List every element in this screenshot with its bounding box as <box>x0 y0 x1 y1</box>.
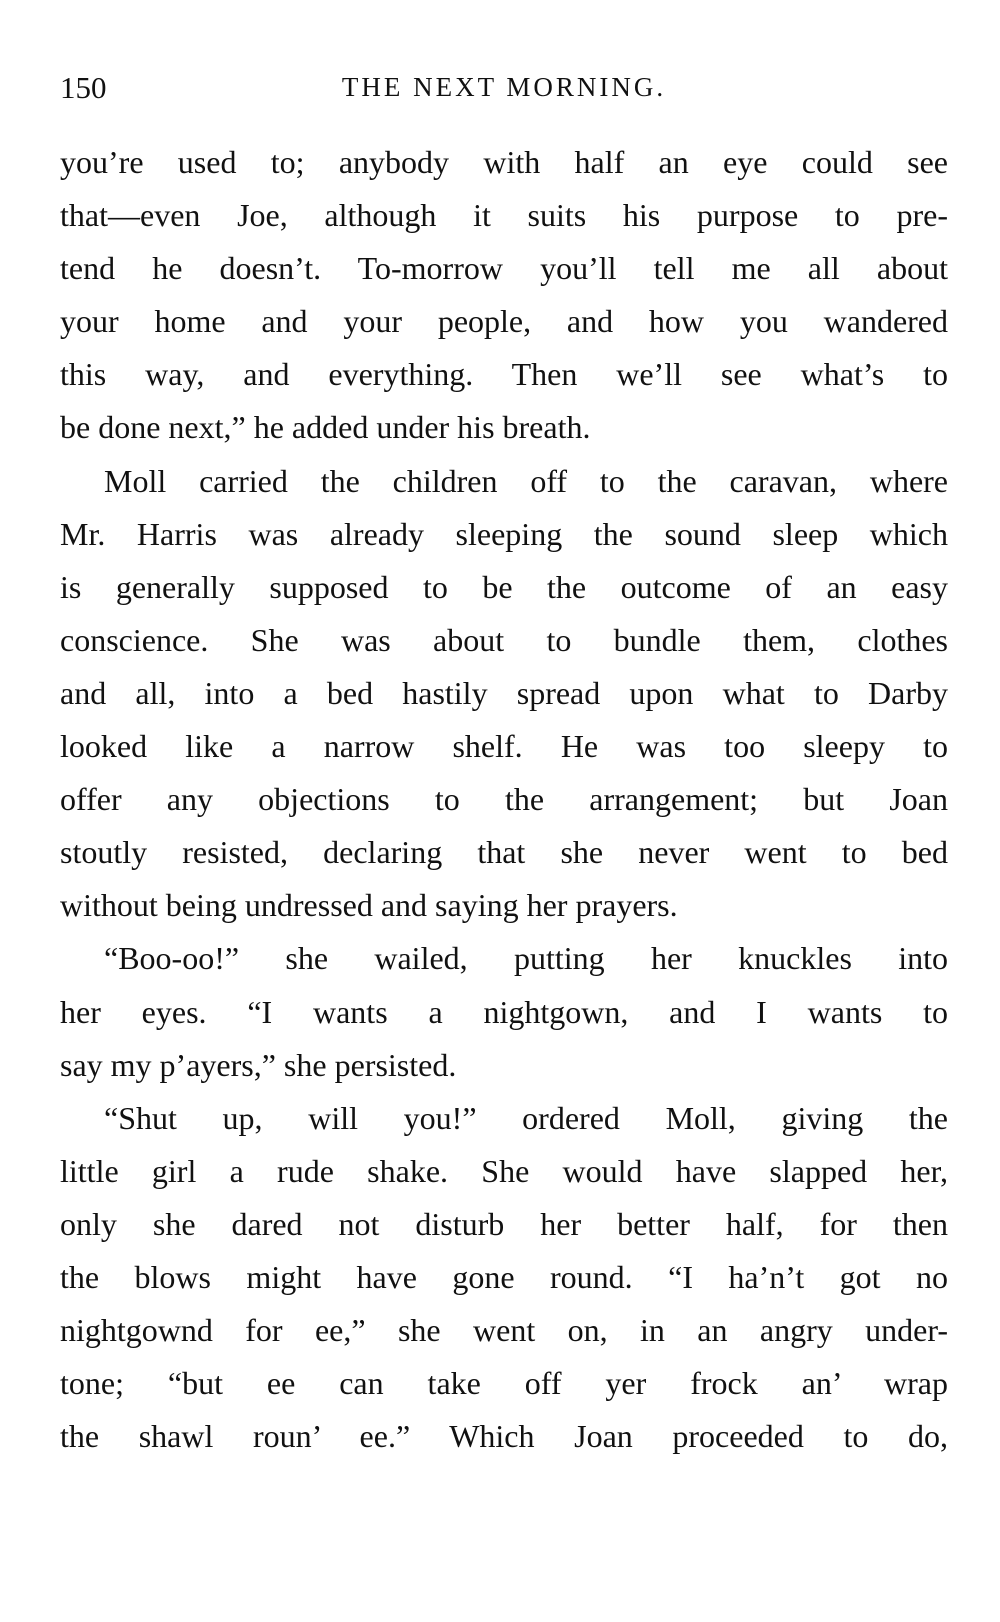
text-line: you’re used to; anybody with half an eye could see <box>60 144 948 180</box>
text-line: is generally supposed to be the outcome of an easy <box>60 568 948 605</box>
text-line: be done next,” he added under his breath. <box>60 409 591 446</box>
text-line: Mr. Harris was already sleeping the sound sleep which <box>60 515 948 552</box>
page-header <box>60 70 948 110</box>
text-line: and all, into a bed hastily spread upon what to Darby <box>60 674 948 711</box>
text-line: only she dared not disturb her better half, for then <box>60 1205 948 1242</box>
text-line: the blows might have gone round. “I ha’n’t got no <box>60 1258 948 1295</box>
page-number: 150 <box>60 70 107 105</box>
text-line: say my p’ayers,” she persisted. <box>60 1046 457 1083</box>
text-line: the shawl roun’ ee.” Which Joan proceeded to do, <box>60 1418 948 1455</box>
text-line: nightgownd for ee,” she went on, in an angry under- <box>60 1312 948 1349</box>
text-line: looked like a narrow shelf. He was too sleepy to <box>60 728 948 765</box>
paragraph-first-line: Moll carried the children off to the caravan, where <box>104 462 948 499</box>
running-title: THE NEXT MORNING. <box>341 72 667 102</box>
text-line: this way, and everything. Then we’ll see what’s to <box>60 356 948 393</box>
paragraph-first-line: “Shut up, will you!” ordered Moll, giving the <box>104 1099 948 1136</box>
text-line: little girl a rude shake. She would have slapped her, <box>60 1152 948 1189</box>
body-text <box>60 136 948 1463</box>
text-line: without being undressed and saying her prayers. <box>60 887 678 924</box>
paragraph-first-line: “Boo-oo!” she wailed, putting her knuckles into <box>104 940 948 977</box>
text-line: stoutly resisted, declaring that she never went to bed <box>60 834 948 871</box>
text-line: tone; “but ee can take off yer frock an’ wrap <box>60 1365 948 1402</box>
text-line: her eyes. “I wants a nightgown, and I wants to <box>60 993 948 1030</box>
text-line: conscience. She was about to bundle them, clothes <box>60 621 948 658</box>
text-line: offer any objections to the arrangement; but Joan <box>60 781 948 818</box>
text-line: that—even Joe, although it suits his purpose to pre- <box>60 197 948 234</box>
text-line: your home and your people, and how you wandered <box>60 303 948 340</box>
text-line: tend he doesn’t. To-morrow you’ll tell me all about <box>60 250 948 287</box>
